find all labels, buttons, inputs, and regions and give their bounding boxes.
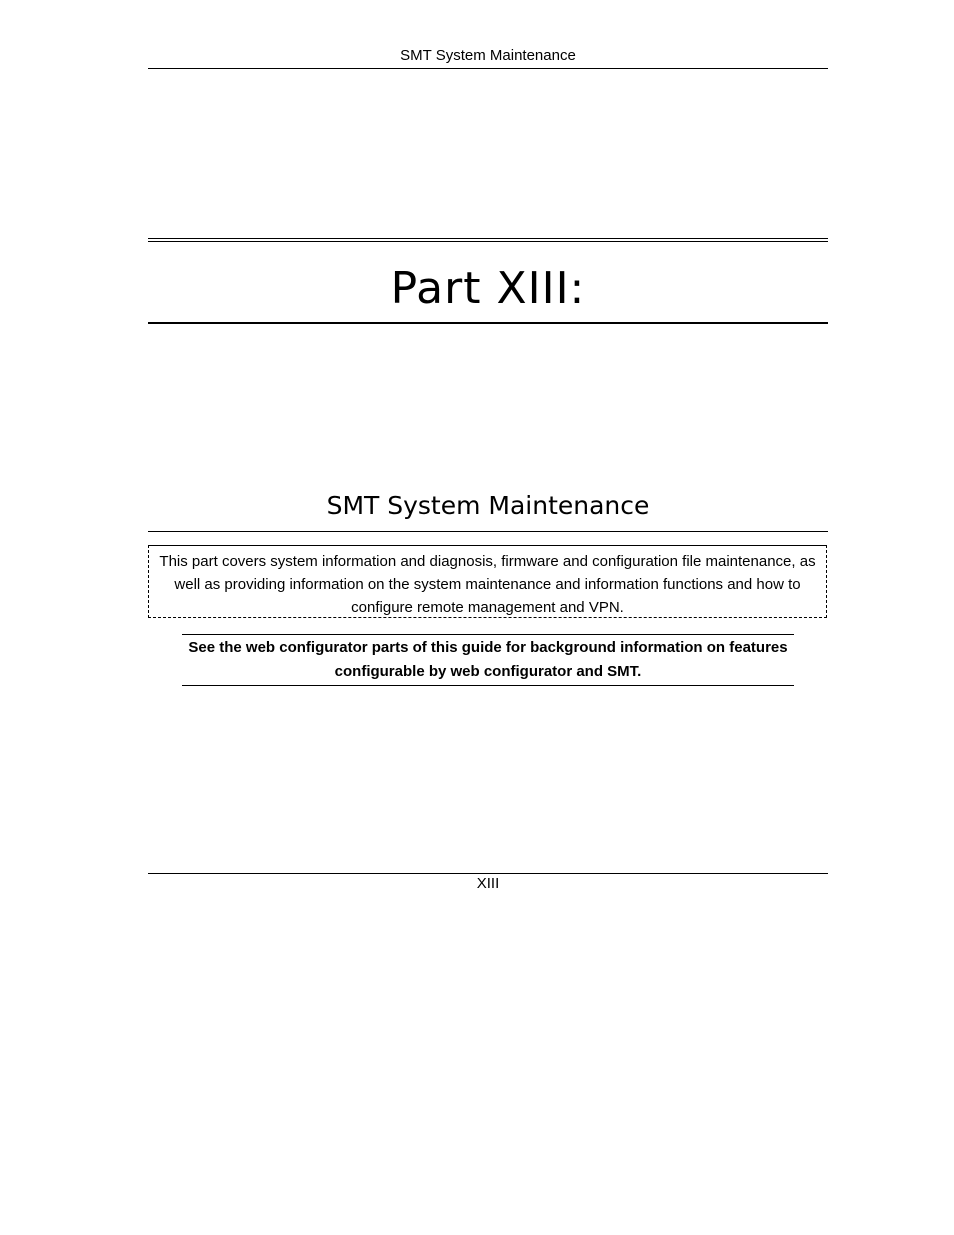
intro-box: This part covers system information and diagnosis, firmware and configuration file maintenance, as well as providing information on the system maintenance and information functions and how to configure remote management and VPN.	[148, 545, 827, 618]
footer-rule	[148, 873, 828, 874]
title-bottom-rule	[148, 322, 828, 324]
title-top-rule-inner	[148, 241, 828, 242]
page-number: XIII	[476, 875, 500, 892]
running-header: SMT System Maintenance	[400, 47, 576, 64]
header-rule	[148, 68, 828, 69]
title-top-rule	[148, 238, 828, 239]
note-top-rule	[182, 634, 794, 635]
note-bottom-rule	[182, 685, 794, 686]
part-title: Part XIII:	[390, 263, 586, 314]
note-text: See the web configurator parts of this guide for background information on features configurable by web configurator and SMT.	[188, 639, 788, 680]
part-subtitle: SMT System Maintenance	[326, 491, 650, 520]
subtitle-rule	[148, 531, 828, 532]
